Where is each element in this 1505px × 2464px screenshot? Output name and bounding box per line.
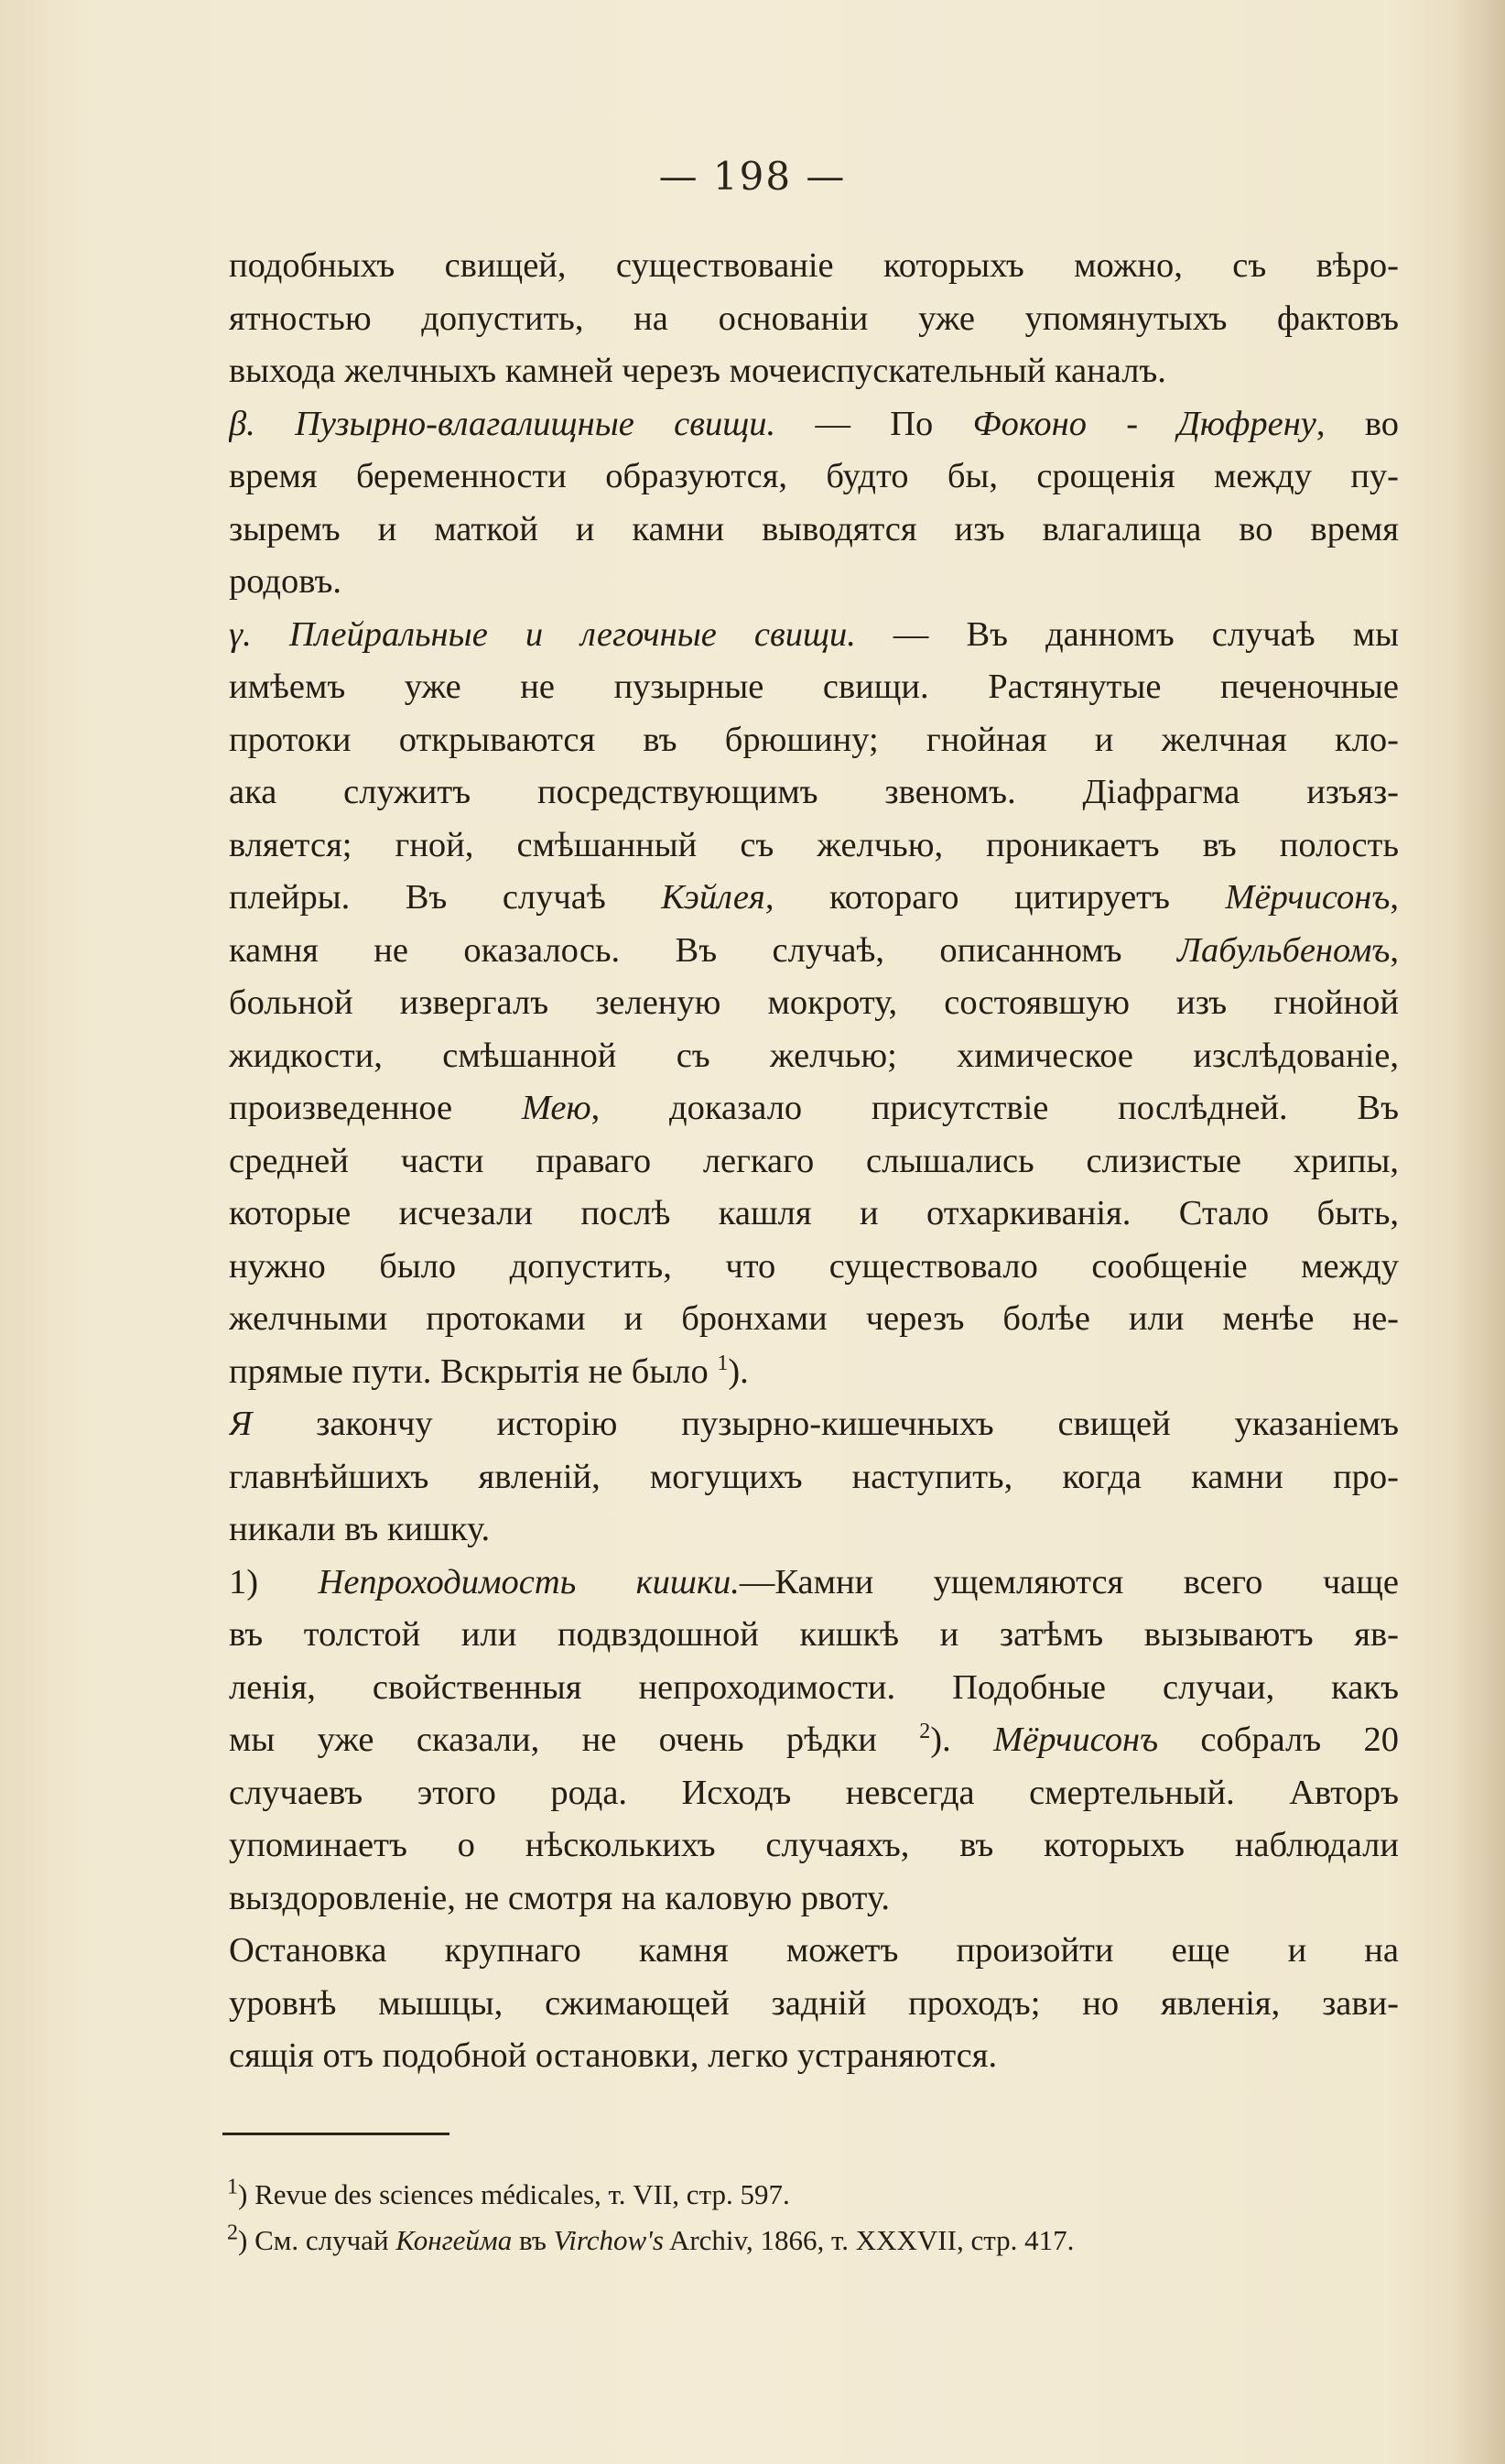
- text-segment: главнѣйшихъ явленій, могущихъ наступить, когда камни про-: [229, 1457, 1399, 1496]
- text-line: [229, 1662, 1399, 1715]
- text-segment: , доказало присутствіе послѣдней. Въ: [590, 1089, 1399, 1127]
- text-segment: вляется; гной, смѣшанный съ желчью, проникаетъ въ полость: [229, 825, 1399, 864]
- text-line: [229, 2030, 1399, 2083]
- text-line: [229, 1451, 1399, 1504]
- text-segment: ) См. случай: [238, 2224, 396, 2256]
- text-segment: никали въ кишку.: [229, 1510, 491, 1548]
- text-line: [229, 609, 1399, 662]
- text-segment: ака служитъ посредствующимъ звеномъ. Діафрагма изъяз-: [229, 773, 1399, 811]
- text-line: [229, 1978, 1399, 2031]
- text-segment: закончу исторію пузырно-кишечныхъ свищей указаніемъ: [252, 1405, 1399, 1443]
- text-segment: — Въ данномъ случаѣ мы: [855, 614, 1399, 654]
- text-segment: выздоровленіе, не смотря на каловую рвоту.: [229, 1878, 890, 1917]
- text-segment: Лабульбеномъ: [1176, 930, 1391, 970]
- text-segment: Я: [229, 1405, 253, 1443]
- paragraph: [229, 1398, 1399, 1557]
- text-line: [229, 1030, 1399, 1083]
- text-line: [229, 1925, 1399, 1978]
- text-line: [229, 1082, 1399, 1135]
- text-segment: Мёрчисонъ: [1225, 878, 1391, 917]
- text-line: [229, 977, 1399, 1030]
- text-line: [229, 1819, 1399, 1872]
- text-segment: 1): [229, 1562, 319, 1601]
- text-segment: зыремъ и маткой и камни выводятся изъ влагалища во время: [229, 509, 1399, 548]
- body-text: [229, 240, 1399, 2083]
- text-segment: ,: [1390, 878, 1399, 917]
- text-segment: Мёрчисонъ: [993, 1720, 1159, 1759]
- text-segment: Конгейма: [395, 2224, 513, 2256]
- paragraph: [229, 1925, 1399, 2083]
- spine-shadow: [1450, 0, 1505, 2464]
- text-line: [229, 1293, 1399, 1346]
- text-segment: Мею: [521, 1089, 591, 1127]
- text-line: [229, 766, 1399, 820]
- text-segment: Virchow's: [553, 2224, 664, 2256]
- text-line: [229, 1714, 1399, 1767]
- footnote: [227, 2218, 1408, 2263]
- text-segment: подобныхъ свищей, существованіе которыхъ можно, съ вѣро-: [229, 246, 1399, 285]
- footnote-ref: 1: [717, 1351, 729, 1375]
- text-segment: Кэйлея,: [661, 878, 774, 917]
- footnote-ref: 2: [227, 2220, 238, 2245]
- paragraph: [229, 1557, 1399, 1926]
- text-segment: ленія, свойственныя непроходимости. Подобные случаи, какъ: [229, 1667, 1399, 1707]
- text-line: [229, 1767, 1399, 1820]
- footnote-separator: [222, 2133, 449, 2135]
- footnotes: [227, 2172, 1408, 2263]
- text-segment: выхода желчныхъ камней черезъ мочеиспускательный каналъ.: [229, 352, 1166, 390]
- text-line: [229, 504, 1399, 557]
- text-line: [229, 1503, 1399, 1557]
- paragraph: [229, 609, 1399, 1399]
- text-line: [229, 661, 1399, 714]
- text-segment: ,: [1390, 930, 1399, 970]
- text-line: [229, 925, 1399, 978]
- text-segment: въ толстой или подвздошной кишкѣ и затѣмъ вызываютъ яв-: [229, 1615, 1399, 1654]
- text-segment: собралъ 20: [1158, 1720, 1399, 1759]
- text-segment: которые исчезали послѣ кашля и отхаркиванія. Стало быть,: [229, 1194, 1399, 1232]
- text-segment: жидкости, смѣшанной съ желчью; химическое изслѣдованіе,: [229, 1036, 1399, 1075]
- text-segment: Archiv, 1866, т. XXXVII, стр. 417.: [663, 2224, 1075, 2256]
- text-line: [229, 1557, 1399, 1610]
- text-segment: плейры. Въ случаѣ: [229, 878, 662, 917]
- text-segment: больной извергалъ зеленую мокроту, состоявшую изъ гнойной: [229, 983, 1399, 1022]
- footnote-ref: 2: [919, 1720, 931, 1744]
- text-segment: γ. Плейральные и легочные свищи.: [229, 614, 856, 654]
- text-segment: протоки открываются въ брюшину; гнойная и желчная кло-: [229, 720, 1399, 759]
- text-segment: котораго цитируетъ: [774, 878, 1226, 917]
- text-segment: , во: [1316, 404, 1399, 443]
- text-segment: прямые пути. Вскрытія не было: [229, 1351, 718, 1391]
- text-line: [229, 450, 1399, 504]
- text-line: [229, 240, 1399, 293]
- text-line: [229, 1872, 1399, 1926]
- text-segment: упоминаетъ о нѣсколькихъ случаяхъ, въ которыхъ наблюдали: [229, 1826, 1399, 1864]
- text-segment: случаевъ этого рода. Исходъ невсегда смертельный. Авторъ: [229, 1773, 1399, 1812]
- text-segment: родовъ.: [229, 562, 341, 601]
- text-segment: Фоконо - Дюфрену: [972, 404, 1316, 443]
- text-segment: Остановка крупнаго камня можетъ произойти еще и на: [229, 1931, 1399, 1970]
- text-line: [229, 1609, 1399, 1662]
- text-line: [229, 556, 1399, 609]
- text-segment: средней части праваго легкаго слышались слизистые хрипы,: [229, 1141, 1399, 1180]
- text-line: [229, 820, 1399, 873]
- paragraph: [229, 240, 1399, 398]
- text-segment: мы уже сказали, не очень рѣдки: [229, 1720, 920, 1759]
- text-segment: нужно было допустить, что существовало сообщеніе между: [229, 1246, 1399, 1286]
- text-line: [229, 345, 1399, 398]
- text-segment: ).: [728, 1351, 749, 1391]
- text-segment: —Камни ущемляются всего чаще: [739, 1562, 1399, 1601]
- text-segment: уровнѣ мышцы, сжимающей заднiй проходъ; но явленія, зави-: [229, 1983, 1399, 2023]
- text-segment: Непроходимость кишки.: [318, 1562, 740, 1601]
- text-line: [229, 1346, 1399, 1399]
- text-line: [229, 1188, 1399, 1241]
- text-line: [229, 1135, 1399, 1189]
- text-segment: ) Revue des sciences médicales, т. VII, стр. 597.: [238, 2178, 790, 2210]
- paragraph: [229, 398, 1399, 609]
- text-line: [229, 398, 1399, 451]
- footnote-ref: 1: [227, 2175, 238, 2199]
- footnote: [227, 2172, 1408, 2218]
- text-segment: ятностью допустить, на основаніи уже упомянутыхъ фактовъ: [229, 299, 1399, 338]
- text-segment: въ: [512, 2224, 554, 2256]
- text-segment: имѣемъ уже не пузырные свищи. Растянутые печеночные: [229, 668, 1399, 706]
- text-segment: время беременности образуются, будто бы, срощенія между пу-: [229, 457, 1399, 495]
- text-segment: β. Пузырно-влагалищные свищи.: [229, 404, 776, 443]
- text-segment: желчными протоками и бронхами черезъ болѣе или менѣе не-: [229, 1299, 1399, 1338]
- text-segment: камня не оказалось. Въ случаѣ, описанномъ: [229, 930, 1177, 970]
- text-line: [229, 1398, 1399, 1451]
- text-segment: — По: [775, 404, 973, 443]
- page-number: — 198 —: [658, 154, 847, 199]
- text-line: [229, 714, 1399, 767]
- text-line: [229, 293, 1399, 346]
- text-segment: сящія отъ подобной остановки, легко устраняются.: [229, 2036, 998, 2075]
- text-segment: ).: [930, 1720, 994, 1759]
- text-line: [229, 872, 1399, 925]
- text-segment: произведенное: [229, 1089, 522, 1127]
- text-line: [229, 1241, 1399, 1294]
